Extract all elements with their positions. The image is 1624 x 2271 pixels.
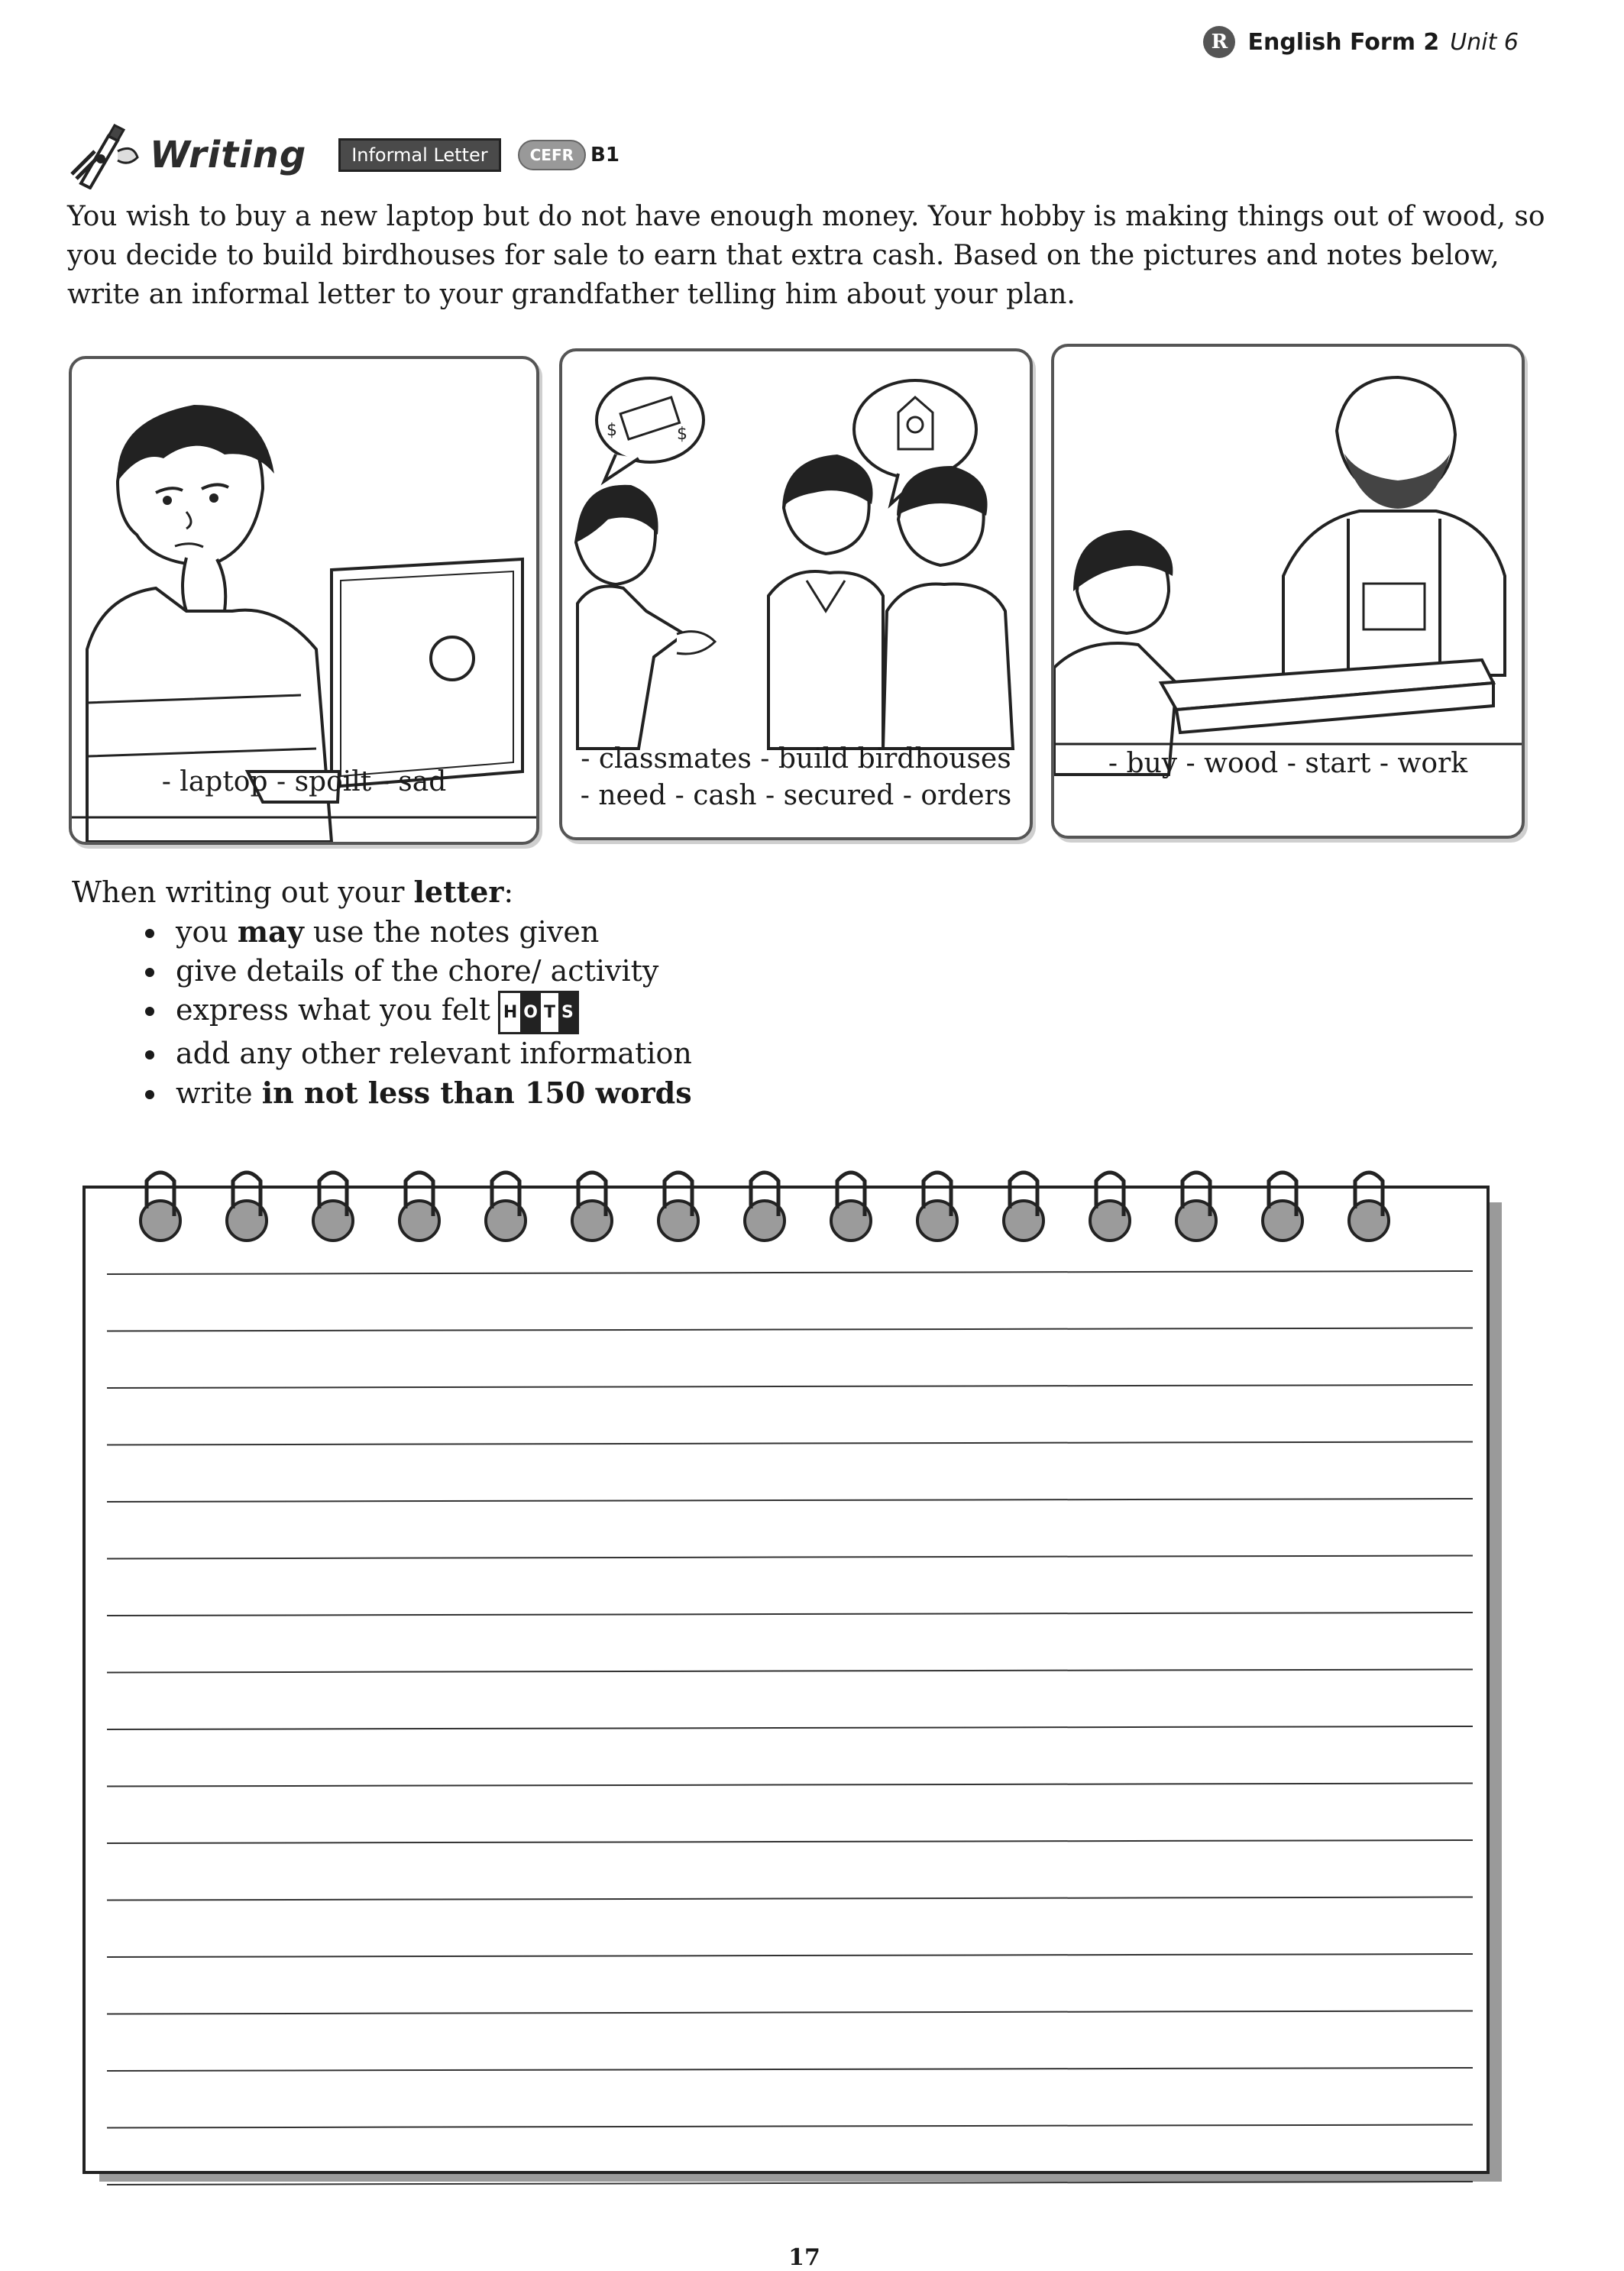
caption-line: - buy - wood - start - work — [1108, 748, 1468, 779]
panel-2-caption — [562, 741, 1030, 814]
item-text: express what you felt — [176, 993, 490, 1027]
caption-line: - laptop - spoilt - sad — [161, 766, 447, 797]
panel-3-caption — [1054, 746, 1522, 782]
hots-letter: T — [543, 1003, 555, 1022]
notepad-drawing — [82, 1170, 1508, 2188]
checklist-item — [168, 1034, 692, 1073]
hots-letter: S — [558, 993, 577, 1032]
checklist-item — [168, 952, 692, 991]
section-title — [64, 121, 620, 189]
item-text: you — [176, 915, 238, 949]
cefr-level: B1 — [590, 144, 620, 167]
picture-panel-2 — [559, 348, 1033, 840]
hots-badge — [498, 991, 579, 1034]
checklist-list — [72, 912, 692, 1113]
writing-line — [107, 2182, 1473, 2185]
svg-text:$: $ — [607, 421, 617, 440]
pen-nib-icon — [64, 121, 148, 189]
hots-letter: H — [503, 1003, 518, 1022]
item-text: write — [176, 1076, 262, 1110]
picture-panel-3 — [1051, 344, 1525, 839]
intro-suffix: : — [503, 875, 514, 909]
writing-notepad — [82, 1170, 1508, 2188]
item-bold: in not less than 150 words — [261, 1076, 692, 1110]
checklist-intro — [72, 872, 692, 912]
checklist-item — [168, 912, 692, 952]
page-header — [1203, 26, 1519, 58]
writing-checklist — [72, 872, 692, 1113]
section-heading: Writing — [150, 134, 307, 176]
checklist-item — [168, 1073, 692, 1113]
hots-letter: O — [520, 993, 541, 1032]
caption-line: - classmates - build birdhouses — [581, 743, 1011, 775]
book-title: English Form 2 — [1247, 28, 1440, 56]
panel-1-caption — [72, 764, 536, 801]
series-logo — [1203, 26, 1237, 58]
item-text: use the notes given — [303, 915, 600, 949]
picture-panel-1 — [69, 356, 539, 845]
checklist-item — [168, 991, 692, 1034]
notepad-paper — [84, 1187, 1488, 2172]
item-bold: may — [237, 914, 304, 949]
svg-text:$: $ — [677, 425, 687, 444]
page-number: 17 — [788, 2244, 820, 2271]
cefr-label: CEFR — [518, 140, 586, 170]
caption-line: - need - cash - secured - orders — [580, 780, 1012, 811]
series-logo-letter: R — [1203, 26, 1235, 58]
unit-label: Unit 6 — [1450, 28, 1519, 56]
task-type-tag: Informal Letter — [338, 138, 500, 172]
intro-bold: letter — [413, 875, 504, 909]
task-instructions: You wish to buy a new laptop but do not have enough money. Your hobby is making things out of wood, so you decide to build birdhouses for sale to earn that extra cash. Based on the pictures and notes below, write an informal letter to your grandfather telling him about your plan. — [67, 201, 1545, 310]
item-text: add any other relevant information — [176, 1037, 692, 1070]
cefr-badge — [518, 140, 620, 170]
item-text: give details of the chore/ activity — [176, 954, 659, 988]
intro-text: When writing out your — [72, 875, 414, 909]
